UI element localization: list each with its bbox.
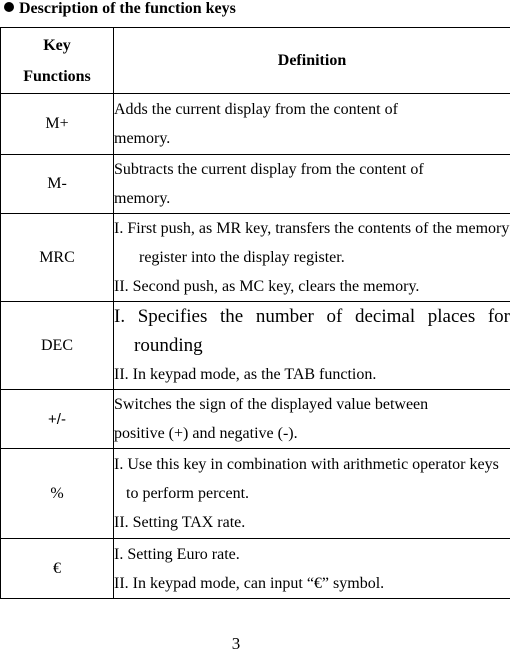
definition-cell bbox=[114, 94, 510, 155]
definition-line: memory. bbox=[114, 130, 171, 147]
table-row bbox=[1, 449, 510, 539]
section-heading-text: Description of the function keys bbox=[19, 0, 236, 17]
definition-line: positive (+) and negative (-). bbox=[114, 425, 298, 442]
key-cell: M+ bbox=[1, 94, 114, 155]
table-row bbox=[1, 539, 510, 599]
definition-line: II. In keypad mode, as the TAB function. bbox=[114, 366, 377, 383]
key-cell: M- bbox=[1, 155, 114, 214]
definition-line: Switches the sign of the displayed value between bbox=[114, 396, 429, 413]
page-number: 3 bbox=[231, 634, 241, 653]
key-cell: DEC bbox=[1, 302, 114, 390]
definition-line: II. Second push, as MC key, clears the memory. bbox=[114, 278, 420, 295]
header-key-line2: Functions bbox=[23, 67, 91, 85]
definition-line: memory. bbox=[114, 190, 171, 207]
definition-cell bbox=[114, 155, 510, 214]
key-cell: € bbox=[1, 539, 114, 599]
bullet-icon bbox=[4, 2, 14, 12]
definition-line: I. Setting Euro rate. bbox=[114, 545, 240, 563]
definition-cell bbox=[114, 214, 510, 302]
definition-line: I. Use this key in combination with arithmetic operator keys to perform percent. bbox=[114, 456, 499, 502]
table-header-row bbox=[1, 28, 510, 94]
key-cell: % bbox=[1, 449, 114, 539]
definition-cell bbox=[114, 539, 510, 599]
definition-cell bbox=[114, 449, 510, 539]
table-row bbox=[1, 94, 510, 155]
definition-cell bbox=[114, 390, 510, 449]
definition-cell bbox=[114, 302, 510, 390]
table-row bbox=[1, 214, 510, 302]
definition-line: II. In keypad mode, can input “€” symbol. bbox=[114, 574, 385, 592]
function-keys-table bbox=[0, 27, 510, 599]
key-cell: MRC bbox=[1, 214, 114, 302]
definition-line: I. First push, as MR key, transfers the contents of the memory register into the display register. bbox=[114, 220, 510, 266]
definition-line: Adds the current display from the content of bbox=[114, 101, 398, 118]
definition-line: I. Specifies the number of decimal places for rounding bbox=[114, 306, 510, 356]
table-row bbox=[1, 155, 510, 214]
section-heading bbox=[4, 0, 236, 19]
header-definition: Definition bbox=[114, 28, 510, 94]
key-cell: +/- bbox=[1, 390, 114, 449]
table-row bbox=[1, 390, 510, 449]
header-key-functions bbox=[1, 28, 114, 94]
definition-line: II. Setting TAX rate. bbox=[114, 514, 246, 531]
definition-line: Subtracts the current display from the content of bbox=[114, 161, 424, 178]
header-key-line1: Key bbox=[43, 36, 71, 54]
table-row bbox=[1, 302, 510, 390]
